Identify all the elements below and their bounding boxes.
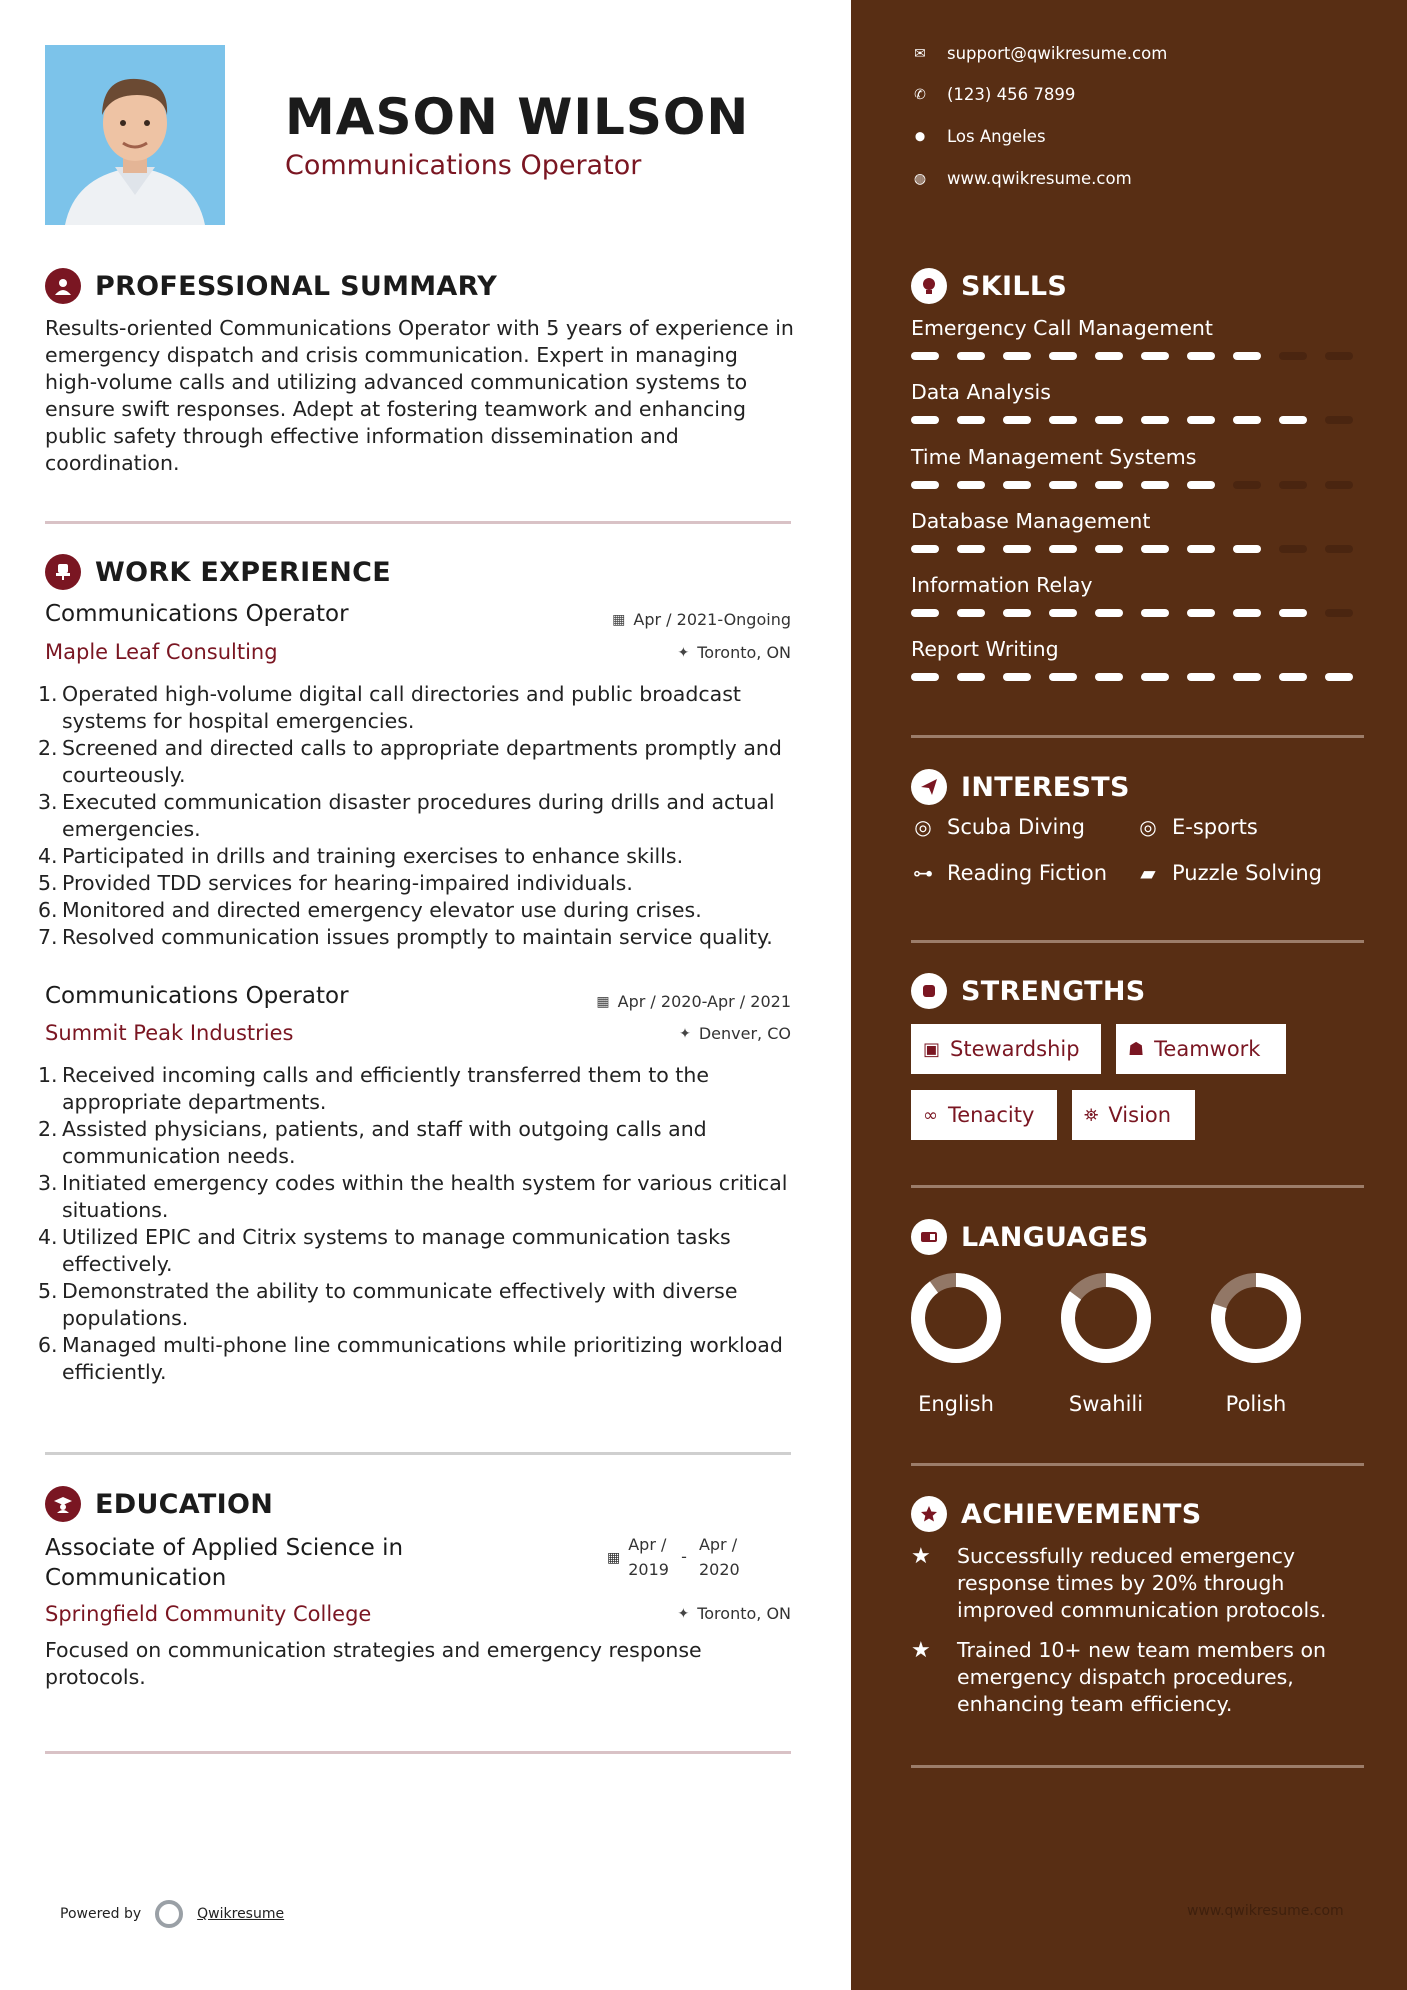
section-divider bbox=[911, 940, 1364, 943]
section-divider bbox=[911, 1185, 1364, 1188]
skill-rating-dot bbox=[1095, 352, 1123, 360]
skill-rating bbox=[911, 673, 1364, 681]
skill-rating-dot bbox=[1279, 609, 1307, 617]
interest-item bbox=[911, 861, 1107, 885]
skill-item bbox=[911, 380, 1364, 424]
skill-item bbox=[911, 573, 1364, 617]
section-divider bbox=[911, 735, 1364, 738]
job-location bbox=[677, 643, 791, 662]
summary-text: Results-oriented Communications Operator with 5 years of experience in emergency dispatch and crisis communication. Expert in managing high-volume calls and utilizing advanced communication systems to ensure swift responses. Adept at fostering teamwork and enhancing public safety through effective information dissemination and coordination. bbox=[45, 316, 794, 475]
list-item: 7. Resolved communication issues promptly to maintain service quality. bbox=[38, 925, 773, 949]
skill-rating-dot bbox=[1279, 416, 1307, 424]
link-icon: ∞ bbox=[923, 1104, 938, 1126]
job-duties-list bbox=[38, 681, 808, 951]
skill-rating-dot bbox=[911, 481, 939, 489]
language-ring-fill bbox=[918, 1280, 994, 1356]
languages-header bbox=[911, 1219, 1149, 1255]
skill-rating-dot bbox=[1233, 481, 1261, 489]
calendar-icon: ▦ bbox=[607, 1550, 621, 1566]
skill-item bbox=[911, 445, 1364, 489]
skill-rating-dot bbox=[1187, 352, 1215, 360]
section-divider bbox=[45, 521, 791, 524]
skill-rating-dot bbox=[1049, 416, 1077, 424]
language-icon bbox=[911, 1219, 947, 1255]
fist-icon bbox=[911, 973, 947, 1009]
job-duties-list bbox=[38, 1062, 808, 1386]
contact-phone[interactable] bbox=[911, 85, 1075, 104]
skill-rating-dot bbox=[1003, 416, 1031, 424]
skill-label: Emergency Call Management bbox=[911, 316, 1213, 340]
skill-rating-dot bbox=[1003, 673, 1031, 681]
experience-title: WORK EXPERIENCE bbox=[95, 556, 391, 588]
skill-rating-dot bbox=[1325, 481, 1353, 489]
language-item bbox=[1046, 1270, 1166, 1416]
language-label: Swahili bbox=[1068, 1392, 1144, 1416]
list-item: 2. Screened and directed calls to appropriate departments promptly and courteously. bbox=[38, 736, 782, 787]
powered-by-label: Powered by bbox=[60, 1906, 142, 1922]
section-divider bbox=[45, 1452, 791, 1455]
skill-rating bbox=[911, 416, 1364, 424]
skill-rating-dot bbox=[1233, 673, 1261, 681]
skill-rating-dot bbox=[1141, 352, 1169, 360]
skill-label: Data Analysis bbox=[911, 380, 1051, 404]
skill-rating-dot bbox=[957, 609, 985, 617]
job-location-text: Denver, CO bbox=[698, 1024, 791, 1043]
interest-label: Scuba Diving bbox=[947, 815, 1085, 839]
job-title: Communications Operator bbox=[45, 601, 349, 627]
pushpin-icon: ✦ bbox=[679, 1025, 691, 1042]
candidate-role: Communications Operator bbox=[285, 150, 642, 181]
interests-title: INTERESTS bbox=[961, 771, 1130, 803]
section-divider bbox=[45, 1751, 791, 1754]
strength-label: Teamwork bbox=[1154, 1037, 1261, 1061]
strengths-title: STRENGTHS bbox=[961, 975, 1146, 1007]
skill-rating-dot bbox=[1187, 609, 1215, 617]
qwikresume-logo-icon bbox=[155, 1900, 183, 1928]
strength-badge bbox=[911, 1090, 1057, 1140]
contact-website[interactable] bbox=[911, 169, 1132, 188]
skill-rating-dot bbox=[1049, 609, 1077, 617]
job-company: Maple Leaf Consulting bbox=[45, 640, 278, 664]
strength-label: Vision bbox=[1108, 1103, 1172, 1127]
skill-rating-dot bbox=[911, 545, 939, 553]
book-icon: ▰ bbox=[1140, 861, 1156, 885]
skill-rating-dot bbox=[1325, 416, 1353, 424]
skill-rating-dot bbox=[1095, 673, 1123, 681]
avatar bbox=[45, 45, 225, 225]
graduate-icon bbox=[45, 1486, 81, 1522]
skill-item bbox=[911, 637, 1364, 681]
skill-rating-dot bbox=[1325, 352, 1353, 360]
interest-item bbox=[1136, 815, 1258, 839]
paper-plane-icon bbox=[911, 769, 947, 805]
skill-rating-dot bbox=[1141, 609, 1169, 617]
star-badge-icon bbox=[911, 1496, 947, 1532]
job-location-text: Toronto, ON bbox=[697, 643, 791, 662]
interest-item bbox=[1136, 861, 1322, 885]
calendar-icon: ▦ bbox=[596, 993, 610, 1010]
section-divider bbox=[911, 1463, 1364, 1466]
user-icon bbox=[45, 268, 81, 304]
education-description: Focused on communication strategies and emergency response protocols. bbox=[45, 1638, 702, 1689]
list-item: 6. Managed multi-phone line communications while prioritizing workload efficiently. bbox=[38, 1333, 783, 1384]
job-date-text: Apr / 2021-Ongoing bbox=[633, 610, 791, 629]
skill-rating-dot bbox=[1279, 673, 1307, 681]
lightbulb-icon bbox=[911, 268, 947, 304]
education-date bbox=[607, 1532, 740, 1582]
interest-label: Puzzle Solving bbox=[1172, 861, 1322, 885]
skill-rating-dot bbox=[957, 352, 985, 360]
skill-rating-dot bbox=[1049, 352, 1077, 360]
skill-rating-dot bbox=[1049, 673, 1077, 681]
globe-icon: ◍ bbox=[913, 170, 927, 187]
skill-rating-dot bbox=[957, 416, 985, 424]
interests-header bbox=[911, 769, 1130, 805]
skill-rating-dot bbox=[1325, 673, 1353, 681]
phone-icon: ✆ bbox=[914, 86, 926, 103]
job-title: Communications Operator bbox=[45, 983, 349, 1009]
skill-rating-dot bbox=[1187, 416, 1215, 424]
language-item bbox=[1196, 1270, 1316, 1416]
list-item: 4. Utilized EPIC and Citrix systems to manage communication tasks effectively. bbox=[38, 1225, 731, 1276]
pushpin-icon: ✦ bbox=[677, 1605, 690, 1622]
list-item: 3. Initiated emergency codes within the health system for various critical situations. bbox=[38, 1171, 788, 1222]
achievements-title: ACHIEVEMENTS bbox=[961, 1498, 1202, 1530]
strength-badge bbox=[911, 1024, 1101, 1074]
skill-item bbox=[911, 509, 1364, 553]
languages-title: LANGUAGES bbox=[961, 1221, 1149, 1253]
list-item: 5. Demonstrated the ability to communicate effectively with diverse populations. bbox=[38, 1279, 738, 1330]
contact-phone-text: (123) 456 7899 bbox=[947, 85, 1076, 104]
achievement-text: Trained 10+ new team members on emergency dispatch procedures, enhancing team efficiency. bbox=[957, 1638, 1327, 1716]
list-item: 4. Participated in drills and training exercises to enhance skills. bbox=[38, 844, 684, 868]
skill-rating-dot bbox=[1141, 673, 1169, 681]
powered-by bbox=[60, 1900, 284, 1928]
achievement-item bbox=[911, 1543, 1364, 1624]
language-proficiency-ring bbox=[1208, 1270, 1304, 1366]
skill-rating-dot bbox=[1141, 481, 1169, 489]
skill-rating-dot bbox=[911, 673, 939, 681]
list-item: 3. Executed communication disaster procedures during drills and actual emergencies. bbox=[38, 790, 775, 841]
binoculars-icon: ⛯ bbox=[1084, 1104, 1099, 1126]
candidate-name: MASON WILSON bbox=[285, 88, 750, 146]
language-item bbox=[896, 1270, 1016, 1416]
skill-rating-dot bbox=[1095, 416, 1123, 424]
achievement-item bbox=[911, 1637, 1364, 1718]
life-ring-icon: ◎ bbox=[914, 815, 932, 839]
skill-label: Information Relay bbox=[911, 573, 1093, 597]
skill-rating-dot bbox=[1187, 545, 1215, 553]
contact-email[interactable] bbox=[911, 44, 1167, 63]
skill-rating-dot bbox=[1233, 609, 1261, 617]
job-location bbox=[679, 1024, 791, 1043]
degree-line-1: Associate of Applied Science in bbox=[45, 1535, 404, 1561]
skill-rating-dot bbox=[911, 609, 939, 617]
education-header bbox=[45, 1486, 273, 1522]
contact-website-text: www.qwikresume.com bbox=[947, 169, 1132, 188]
skill-rating-dot bbox=[911, 352, 939, 360]
strength-label: Stewardship bbox=[950, 1037, 1080, 1061]
list-item: 5. Provided TDD services for hearing-impaired individuals. bbox=[38, 871, 633, 895]
skill-rating-dot bbox=[1141, 545, 1169, 553]
profile-photo bbox=[45, 45, 225, 225]
skill-rating-dot bbox=[1279, 481, 1307, 489]
skill-rating-dot bbox=[1233, 416, 1261, 424]
education-title: EDUCATION bbox=[95, 1488, 274, 1520]
life-ring-icon: ◎ bbox=[1139, 815, 1157, 839]
skill-rating-dot bbox=[1279, 352, 1307, 360]
job-date bbox=[612, 610, 791, 629]
skill-label: Time Management Systems bbox=[911, 445, 1197, 469]
degree-title bbox=[45, 1533, 403, 1593]
qwikresume-link[interactable]: Qwikresume bbox=[197, 1906, 285, 1922]
contact-email-text: support@qwikresume.com bbox=[947, 44, 1168, 63]
language-label: Polish bbox=[1225, 1392, 1287, 1416]
strength-label: Tenacity bbox=[948, 1103, 1035, 1127]
strengths-header bbox=[911, 973, 1146, 1009]
job-company: Summit Peak Industries bbox=[45, 1021, 294, 1045]
achievements-header bbox=[911, 1496, 1202, 1532]
interest-label: E-sports bbox=[1172, 815, 1258, 839]
achievement-text: Successfully reduced emergency response times by 20% through improved communication protocols. bbox=[957, 1544, 1327, 1622]
interest-label: Reading Fiction bbox=[947, 861, 1108, 885]
skill-rating-dot bbox=[1233, 545, 1261, 553]
skill-rating-dot bbox=[1095, 545, 1123, 553]
skill-item bbox=[911, 316, 1364, 360]
skill-rating-dot bbox=[957, 545, 985, 553]
location-pin-icon: ⬤ bbox=[914, 131, 926, 142]
language-label: English bbox=[918, 1392, 994, 1416]
skill-rating-dot bbox=[1095, 609, 1123, 617]
education-location-text: Toronto, ON bbox=[697, 1604, 791, 1623]
skills-header bbox=[911, 268, 1067, 304]
skill-rating-dot bbox=[1049, 545, 1077, 553]
list-item: 2. Assisted physicians, patients, and staff with outgoing calls and communication needs. bbox=[38, 1117, 707, 1168]
skill-rating-dot bbox=[1003, 481, 1031, 489]
skill-rating-dot bbox=[1187, 481, 1215, 489]
skill-rating-dot bbox=[957, 673, 985, 681]
skill-rating-dot bbox=[1003, 609, 1031, 617]
date-separator: - bbox=[681, 1547, 687, 1566]
skills-title: SKILLS bbox=[961, 270, 1068, 302]
skill-rating-dot bbox=[1141, 416, 1169, 424]
star-icon: ★ bbox=[911, 1544, 931, 1569]
list-item: 6. Monitored and directed emergency elevator use during crises. bbox=[38, 898, 702, 922]
summary-title: PROFESSIONAL SUMMARY bbox=[95, 270, 498, 302]
language-proficiency-ring bbox=[908, 1270, 1004, 1366]
skill-rating-dot bbox=[911, 416, 939, 424]
footer-website: www.qwikresume.com bbox=[1187, 1903, 1344, 1919]
skill-rating bbox=[911, 481, 1364, 489]
gamepad-icon: ⊶ bbox=[913, 861, 933, 885]
degree-line-2: Communication bbox=[45, 1565, 227, 1591]
language-proficiency-ring bbox=[1058, 1270, 1154, 1366]
users-icon: ☗ bbox=[1128, 1038, 1145, 1060]
skill-rating-dot bbox=[1279, 545, 1307, 553]
education-location bbox=[677, 1604, 791, 1623]
strength-badge bbox=[1072, 1090, 1195, 1140]
skill-rating-dot bbox=[1095, 481, 1123, 489]
skill-label: Report Writing bbox=[911, 637, 1059, 661]
school-name: Springfield Community College bbox=[45, 1602, 372, 1626]
pushpin-icon: ✦ bbox=[677, 644, 690, 661]
skill-rating-dot bbox=[957, 481, 985, 489]
skill-rating bbox=[911, 545, 1364, 553]
contact-location-text: Los Angeles bbox=[947, 127, 1046, 146]
skill-rating bbox=[911, 609, 1364, 617]
strength-badge bbox=[1116, 1024, 1286, 1074]
skill-rating-dot bbox=[1325, 609, 1353, 617]
section-divider bbox=[911, 1765, 1364, 1768]
skill-rating-dot bbox=[1003, 352, 1031, 360]
summary-header bbox=[45, 268, 497, 304]
skill-rating-dot bbox=[1187, 673, 1215, 681]
skill-label: Database Management bbox=[911, 509, 1151, 533]
calendar-icon: ▦ bbox=[612, 611, 626, 628]
job-date-text: Apr / 2020-Apr / 2021 bbox=[617, 992, 791, 1011]
skill-rating-dot bbox=[1049, 481, 1077, 489]
envelope-icon: ✉ bbox=[914, 45, 926, 62]
skill-rating bbox=[911, 352, 1364, 360]
list-item: 1. Operated high-volume digital call directories and public broadcast systems for hospital emergencies. bbox=[38, 682, 741, 733]
education-date-end: Apr / 2020 bbox=[698, 1535, 740, 1579]
contact-location bbox=[911, 127, 1046, 146]
list-item: 1. Received incoming calls and efficiently transferred them to the appropriate departments. bbox=[38, 1063, 709, 1114]
briefcase-icon: ▣ bbox=[923, 1038, 941, 1060]
experience-header bbox=[45, 554, 391, 590]
chair-icon bbox=[45, 554, 81, 590]
interest-item bbox=[911, 815, 1085, 839]
education-date-start: Apr / 2019 bbox=[628, 1535, 669, 1579]
star-icon: ★ bbox=[911, 1638, 931, 1663]
skill-rating-dot bbox=[1325, 545, 1353, 553]
skill-rating-dot bbox=[1003, 545, 1031, 553]
skill-rating-dot bbox=[1233, 352, 1261, 360]
job-date bbox=[596, 992, 791, 1011]
